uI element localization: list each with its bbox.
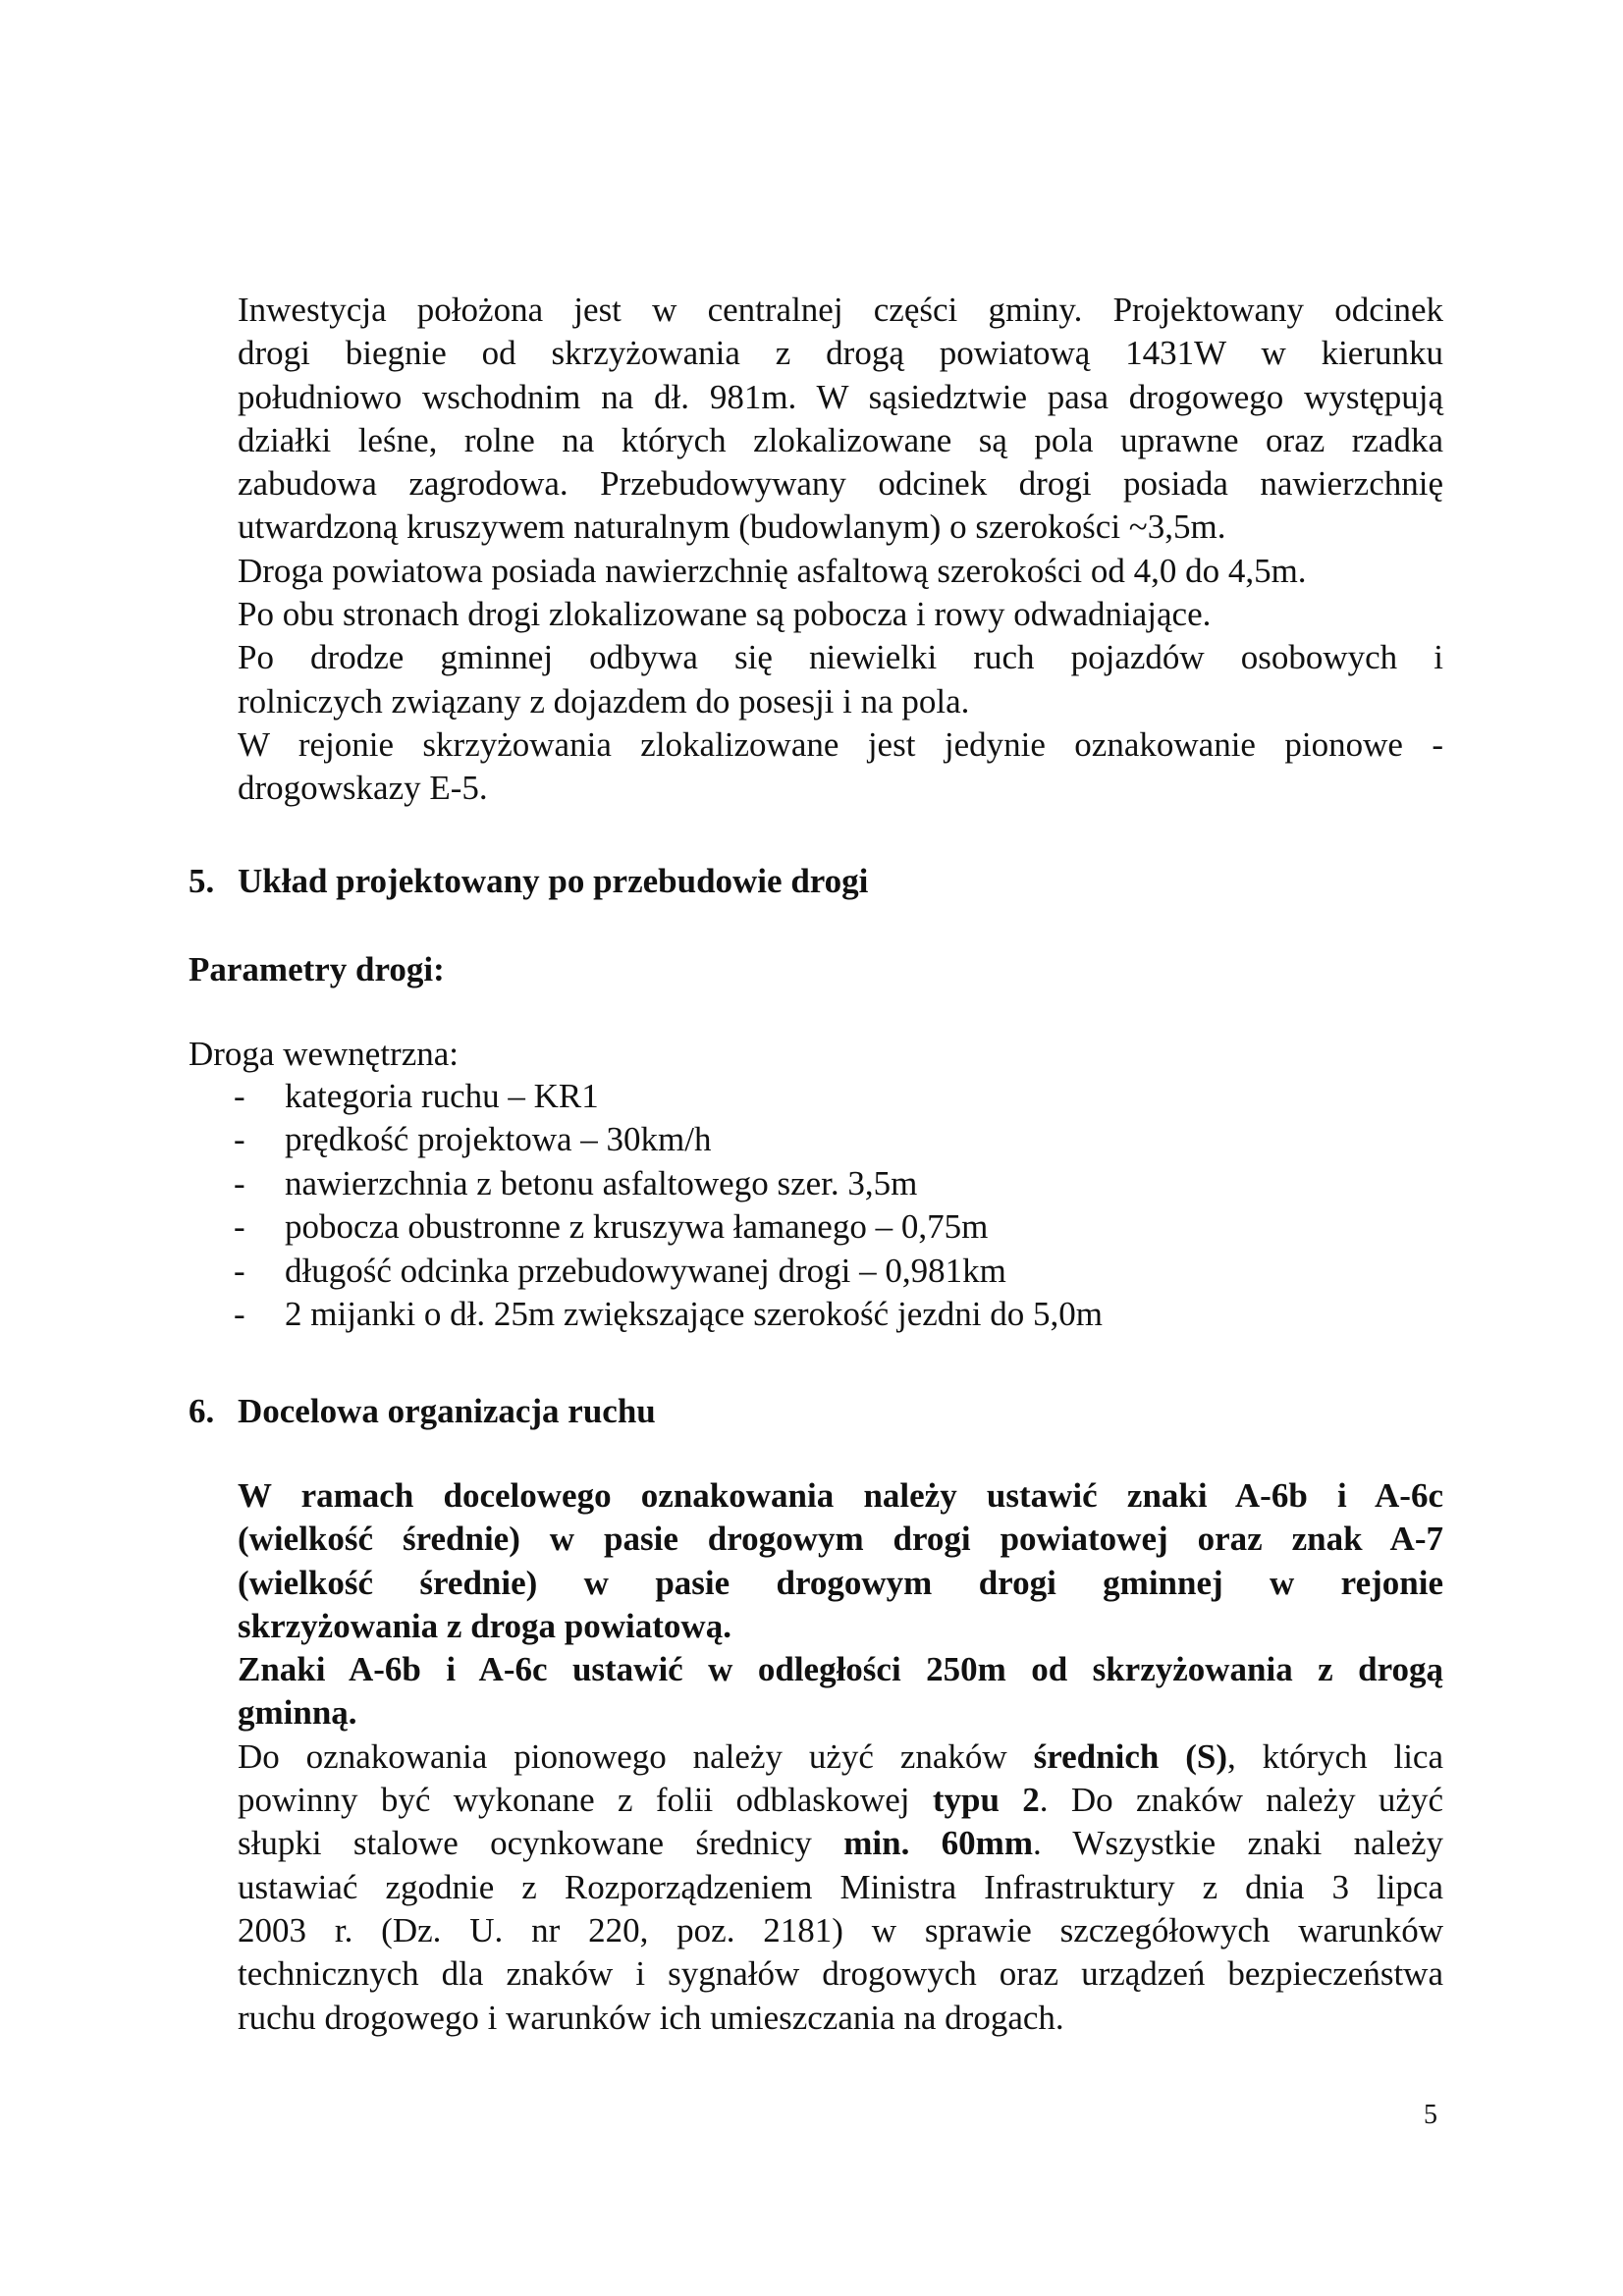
text-line: utwardzoną kruszywem naturalnym (budowlanym) o szerokości ~3,5m. <box>238 507 1226 547</box>
text-line: (wielkość średnie) w pasie drogowym drogi gminnej w rejonie <box>238 1563 1443 1602</box>
text-line: zabudowa zagrodowa. Przebudowywany odcinek drogi posiada nawierzchnię <box>238 464 1443 504</box>
text-line: południowo wschodnim na dł. 981m. W sąsiedztwie pasa drogowego występują <box>238 377 1443 416</box>
section-5-heading <box>189 860 868 903</box>
bold-run: min. 60mm <box>843 1824 1033 1863</box>
list-item <box>234 1293 1103 1336</box>
text-line <box>238 1822 1443 1865</box>
page-number: 5 <box>1424 2100 1437 2130</box>
dash-marker: - <box>234 1077 245 1115</box>
list-item <box>234 1205 1103 1249</box>
text-line: technicznych dla znaków i sygnałów drogowych oraz urządzeń bezpieczeństwa <box>238 1954 1443 1994</box>
intro-text <box>238 289 1443 811</box>
text-line: Inwestycja położona jest w centralnej części gminy. Projektowany odcinek <box>238 291 1443 329</box>
text-line: Po obu stronach drogi zlokalizowane są pobocza i rowy odwadniające. <box>238 595 1212 634</box>
text-line: ruchu drogowego i warunków ich umieszczania na drogach. <box>238 1998 1064 2037</box>
text-line: (wielkość średnie) w pasie drogowym drogi powiatowej oraz znak A-7 <box>238 1520 1443 1559</box>
list-item-text: kategoria ruchu – KR1 <box>285 1077 599 1115</box>
text-run: . Do znaków należy użyć <box>1039 1781 1443 1820</box>
intro-paragraph-1 <box>238 289 1443 550</box>
dash-marker: - <box>234 1251 245 1290</box>
params-heading: Parametry drogi: <box>189 950 445 988</box>
text-run: powinny być wykonane z folii odblaskowej <box>238 1781 933 1820</box>
text-line: 2003 r. (Dz. U. nr 220, poz. 2181) w sprawie szczegółowych warunków <box>238 1910 1443 1949</box>
text-line: W ramach docelowego oznakowania należy ustawić znaki A-6b i A-6c <box>238 1476 1443 1515</box>
dash-marker: - <box>234 1120 245 1159</box>
text-line: drogi biegnie od skrzyżowania z drogą powiatową 1431W w kierunku <box>238 334 1443 373</box>
section-6-heading <box>189 1390 656 1433</box>
signs-distance-paragraph <box>238 1648 1443 1735</box>
text-line <box>238 1779 1443 1822</box>
organization-text <box>238 1474 1443 2040</box>
bold-run: typu 2 <box>932 1781 1040 1820</box>
bold-run: średnich (S) <box>1033 1736 1227 1776</box>
text-run: słupki stalowe ocynkowane średnicy <box>238 1824 844 1863</box>
dash-marker: - <box>234 1295 245 1334</box>
text-line <box>238 1735 1443 1779</box>
section-number: 5. <box>189 862 215 900</box>
intro-paragraph-3 <box>238 593 1443 636</box>
road-params-list <box>234 1075 1103 1336</box>
intro-paragraph-2 <box>238 550 1443 593</box>
intro-paragraph-4 <box>238 636 1443 723</box>
text-run: Do oznakowania pionowego należy użyć znaków <box>238 1736 1034 1776</box>
text-line: działki leśne, rolne na których zlokalizowane są pola uprawne oraz rzadka <box>238 420 1443 459</box>
dash-marker: - <box>234 1207 245 1247</box>
list-item <box>234 1162 1103 1205</box>
marking-paragraph <box>238 1735 1443 2040</box>
list-item <box>234 1075 1103 1118</box>
list-item-text: nawierzchnia z betonu asfaltowego szer. 3,5m <box>285 1163 918 1202</box>
list-item-text: 2 mijanki o dł. 25m zwiększające szerokość jezdni do 5,0m <box>285 1295 1103 1334</box>
text-run: , których lica <box>1227 1736 1443 1776</box>
text-line: ustawiać zgodnie z Rozporządzeniem Ministra Infrastruktury z dnia 3 lipca <box>238 1867 1443 1906</box>
list-item <box>234 1250 1103 1293</box>
dash-marker: - <box>234 1163 245 1202</box>
text-line: skrzyżowania z droga powiatową. <box>238 1606 731 1645</box>
text-run: . Wszystkie znaki należy <box>1032 1824 1443 1863</box>
intro-paragraph-5 <box>238 723 1443 811</box>
text-line: W rejonie skrzyżowania zlokalizowane jest jedynie oznakowanie pionowe - <box>238 724 1443 764</box>
text-line: Po drodze gminnej odbywa się niewielki ruch pojazdów osobowych i <box>238 638 1443 677</box>
list-item-text: długość odcinka przebudowywanej drogi – 0,981km <box>285 1251 1006 1290</box>
list-item <box>234 1118 1103 1161</box>
text-line: rolniczych związany z dojazdem do posesji i na pola. <box>238 681 970 721</box>
section-title: Układ projektowany po przebudowie drogi <box>238 862 869 900</box>
section-title: Docelowa organizacja ruchu <box>238 1392 656 1430</box>
list-item-text: prędkość projektowa – 30km/h <box>285 1120 712 1159</box>
list-item-text: pobocza obustronne z kruszywa łamanego – 0,75m <box>285 1207 989 1247</box>
text-line: drogowskazy E-5. <box>238 769 488 808</box>
section-number: 6. <box>189 1392 215 1430</box>
text-line: Droga powiatowa posiada nawierzchnię asfaltową szerokości od 4,0 do 4,5m. <box>238 551 1307 590</box>
signs-paragraph <box>238 1474 1443 1648</box>
road-label: Droga wewnętrzna: <box>189 1035 460 1073</box>
text-line: gminną. <box>238 1693 357 1733</box>
text-line: Znaki A-6b i A-6c ustawić w odległości 250m od skrzyżowania z drogą <box>238 1650 1443 1689</box>
